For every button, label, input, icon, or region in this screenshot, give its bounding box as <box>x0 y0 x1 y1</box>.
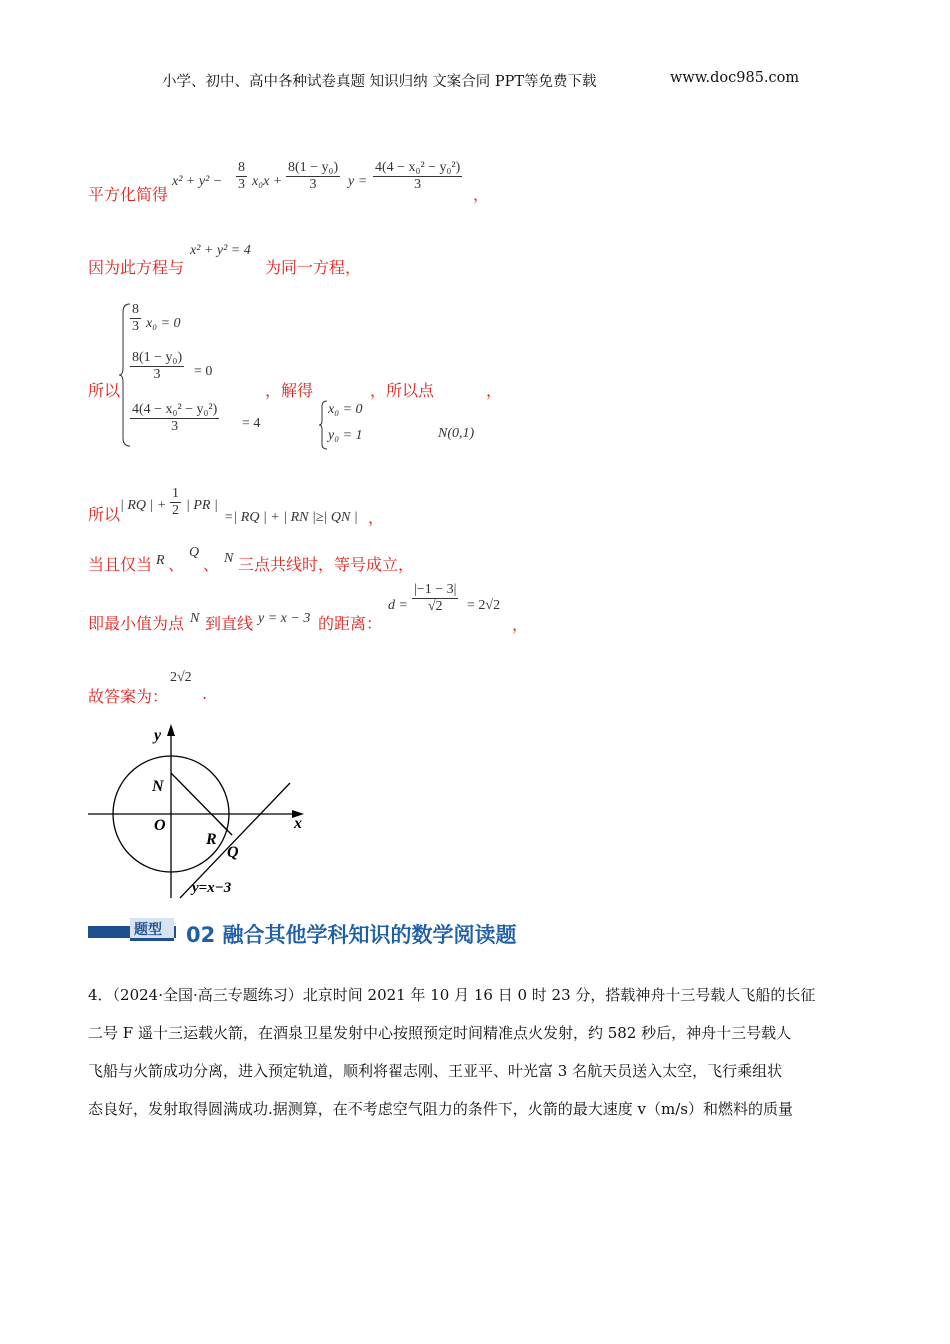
label-line: y=x−3 <box>192 880 232 896</box>
line6-frac: $\frac{|-1 - 3|}{√2}$ <box>414 582 457 614</box>
line6-eq: y = x − 3 <box>258 611 311 626</box>
line5-R: R <box>156 553 165 568</box>
header-url[interactable]: www.doc985.com <box>670 70 800 86</box>
header-title: 小学、初中、高中各种试卷真题 知识归纳 文案合同 PPT等免费下载 <box>162 74 597 90</box>
line5-N: N <box>224 551 234 566</box>
problem-line-1: 4．（2024·全国·高三专题练习）北京时间 2021 年 10 月 16 日 0 时 23 分，搭载神舟十三号载人飞船的长征 <box>88 986 816 1004</box>
y-axis-arrow <box>167 724 175 736</box>
line1-mid: x₀x + <box>252 174 283 189</box>
section-badge-text: 题型 <box>134 922 162 938</box>
problem-line-4: 态良好，发射取得圆满成功.据测算，在不考虑空气阻力的条件下，火箭的最大速度 v（m/s）和燃料的质量 <box>88 1100 793 1118</box>
line1-eq-lhs: x² + y² − <box>172 174 223 189</box>
system-rows <box>130 302 280 448</box>
sys-row1-rest: x₀ = 0 <box>146 316 181 331</box>
solution-row2: y₀ = 1 <box>328 428 363 443</box>
line4-eq: | RQ | + $\frac{1}{2}$ | PR | =| RQ | + | RN |≥| QN | <box>120 486 358 525</box>
point-label: ，所以点 <box>370 381 435 400</box>
line6-res: = 2√2 <box>467 598 501 613</box>
sys-row3-frac: $\frac{\text{4(4 − x₀² − y₀²)}}{3}$ <box>132 402 218 434</box>
system-label: 所以 <box>88 381 121 400</box>
line1-mid2: y = <box>348 174 368 189</box>
line6-N: N <box>190 611 200 626</box>
geometry-figure <box>86 718 316 903</box>
line6-end: ， <box>512 615 529 634</box>
line6-c: 的距离： <box>318 614 383 633</box>
label-y: y <box>154 727 162 744</box>
answer-value: 2√2 <box>170 670 192 685</box>
answer-label: 故答案为： <box>88 687 169 706</box>
line5-a: 当且仅当 <box>88 555 153 574</box>
line4-label: 所以 <box>88 505 121 524</box>
section-title: 02 融合其他学科知识的数学阅读题 <box>186 923 517 947</box>
answer-end: . <box>202 684 208 703</box>
line2-end: 为同一方程， <box>265 258 362 277</box>
label-R: R <box>206 831 217 848</box>
line1-end: ， <box>473 185 490 204</box>
label-O: O <box>154 817 166 834</box>
line2-label: 因为此方程与 <box>88 258 185 277</box>
line2-eq: x² + y² = 4 <box>190 243 251 258</box>
solve-label: ，解得 <box>265 381 314 400</box>
solution-row1: x₀ = 0 <box>328 402 363 417</box>
line1-label: 平方化简得 <box>88 185 169 204</box>
line5-d: 三点共线时，等号成立， <box>238 555 415 574</box>
line4-half: $\frac{1}{2}$ <box>172 486 179 518</box>
line4-end: ， <box>368 508 385 527</box>
problem-line-3: 飞船与火箭成功分离，进入预定轨道，顺利将翟志刚、王亚平、叶光富 3 名航天员送入太空，飞行乘组状 <box>88 1062 783 1080</box>
line5-Q: Q <box>189 545 200 560</box>
label-N: N <box>152 778 164 795</box>
sys-row3-rest: = 4 <box>242 416 261 431</box>
line1-frac-1: $\frac{8}{3}$ <box>238 160 245 192</box>
line5-b: 、 <box>168 555 185 574</box>
problem-line-2: 二号 F 遥十三运载火箭，在酒泉卫星发射中心按照预定时间精准点火发射，约 582 秒后，神舟十三号载人 <box>88 1024 792 1042</box>
line5-c: 、 <box>203 555 220 574</box>
solution-brace <box>318 400 328 450</box>
line1-frac-2: $\frac{\text{8(1 − y₀)}}{3}$ <box>288 160 339 192</box>
section-badge <box>88 918 176 942</box>
line1-frac-3: $\frac{\text{4(4 − x₀² − y₀²)}}{3}$ <box>375 160 461 192</box>
line6-d: d = <box>388 598 408 613</box>
line6-a: 即最小值为点 <box>88 614 185 633</box>
sys-row2-rest: = 0 <box>194 364 213 379</box>
label-x: x <box>294 815 302 832</box>
point-value: N(0,1) <box>438 426 475 441</box>
point-end: ， <box>486 381 503 400</box>
label-Q: Q <box>227 844 239 861</box>
line6-b: 到直线 <box>205 614 254 633</box>
sys-row2-frac: $\frac{\text{8(1 − y₀)}}{3}$ <box>132 350 183 382</box>
sys-row1-frac: $\frac{8}{3}$ <box>132 302 139 334</box>
